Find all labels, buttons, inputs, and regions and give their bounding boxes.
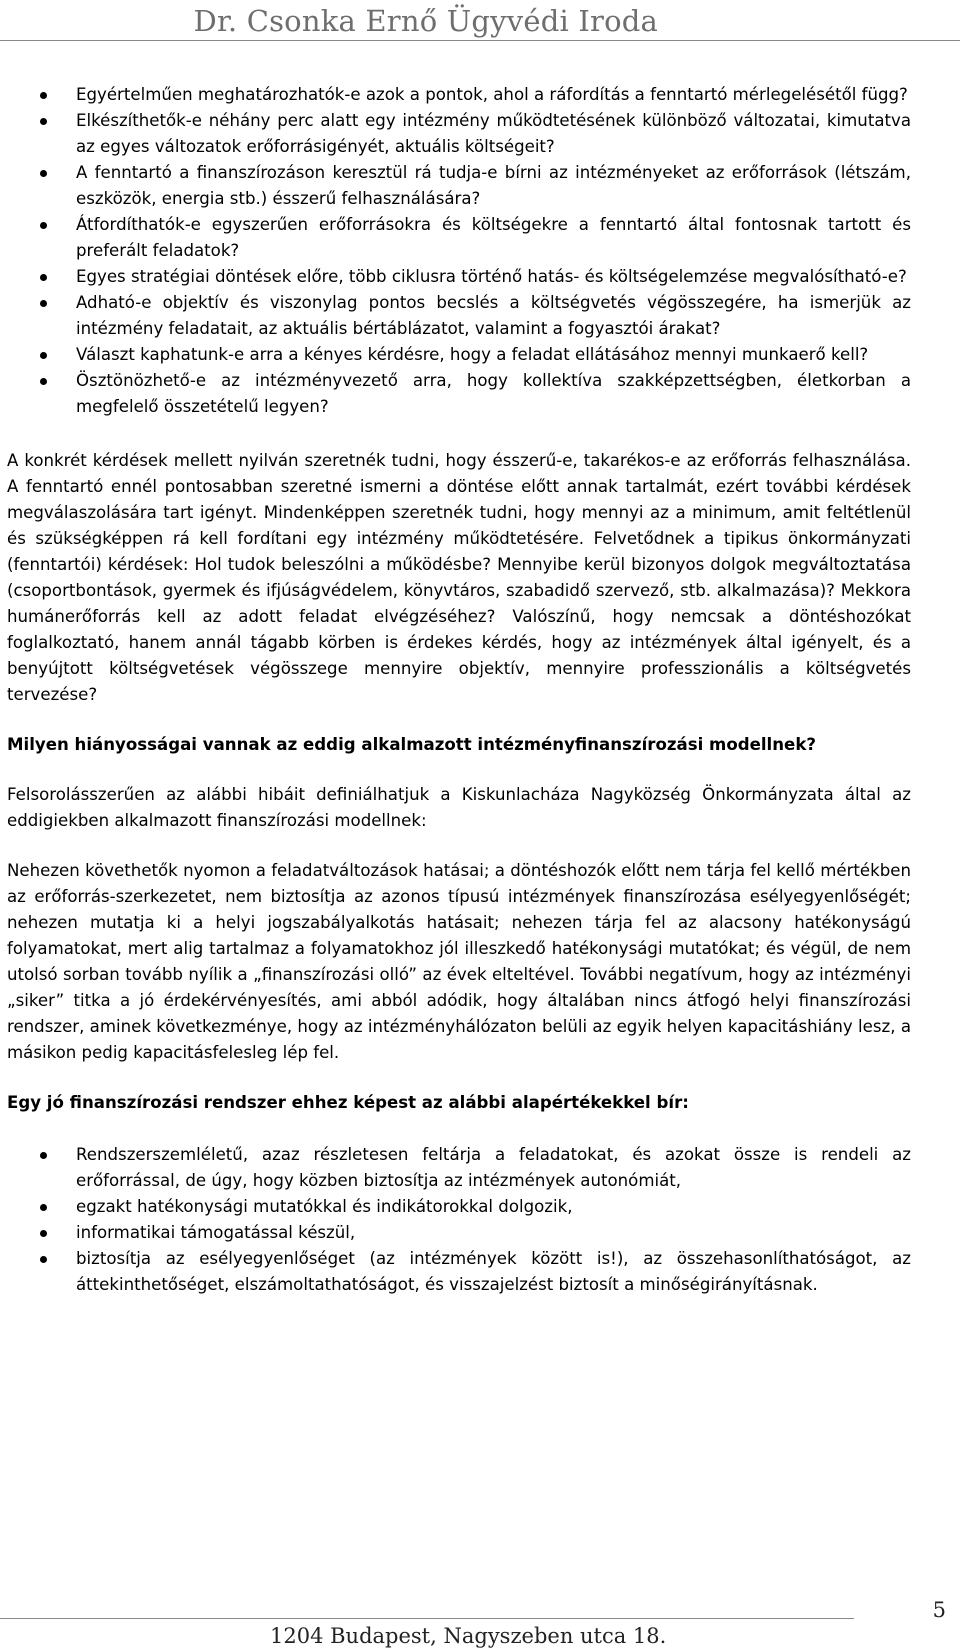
footer-address: 1204 Budapest, Nagyszeben utca 18. <box>270 1624 667 1648</box>
list-item: Egyes stratégiai döntések előre, több ciklusra történő hatás- és költségelemzése megvalósítható-e? <box>7 264 911 290</box>
list-item: Egyértelműen meghatározhatók-e azok a pontok, ahol a ráfordítás a fenntartó mérlegelésétől függ? <box>7 82 911 108</box>
list-item: Ösztönözhető-e az intézményvezető arra, hogy kollektíva szakképzettségben, életkorban a megfelelő összetételű legyen? <box>7 368 911 420</box>
list-item: Rendszerszemléletű, azaz részletesen feltárja a feladatokat, és azokat össze is rendeli az erőforrással, de úgy, hogy közben biztosítja az intézmények autonómiát, <box>7 1142 911 1194</box>
list-item: Elkészíthetők-e néhány perc alatt egy intézmény működtetésének különböző változatai, kimutatva az egyes változatok erőforrásigényét, aktuális költségeit? <box>7 108 911 160</box>
header-divider <box>0 40 960 41</box>
section-heading-core-values: Egy jó finanszírozási rendszer ehhez képest az alábbi alapértékekkel bír: <box>7 1093 689 1112</box>
list-item: egzakt hatékonysági mutatókkal és indikátorokkal dolgozik, <box>7 1194 911 1220</box>
list-item: informatikai támogatással készül, <box>7 1220 911 1246</box>
paragraph-errors: Nehezen követhetők nyomon a feladatváltozások hatásai; a döntéshozók előtt nem tárja fel kellő mértékben az erőforrás-szerkezetet, nem biztosítja az azonos típusú intézmények finanszírozása esélyegyenlőségét; nehezen mutatja ki a helyi jogszabályalkotás hatásait; nehezen tárja fel az alacsony hatékonyságú folyamatokat, mert alig tartalmaz a folyamatokhoz jól illeszkedő hatékonysági mutatókat; és végül, de nem utolsó sorban tovább nyílik a „finanszírozási olló” az évek elteltével. További negatívum, hogy az intézményi „siker” titka a jó érdekérvényesítés, ami abból adódik, hogy általában nincs átfogó helyi finanszírozási rendszer, aminek következménye, hogy az intézményhálózaton belüli az egyik helyen kapacitáshiány lesz, a másikon pedig kapacitásfelesleg lép fel. <box>7 861 911 1062</box>
list-item: biztosítja az esélyegyenlőséget (az intézmények között is!), az összehasonlíthatóságot, az áttekinthetőséget, elszámoltathatóságot, és visszajelzést biztosít a minőségirányításnak. <box>7 1246 911 1298</box>
list-item: Átfordíthatók-e egyszerűen erőforrásokra és költségekre a fenntartó által fontosnak tartott és preferált feladatok? <box>7 212 911 264</box>
list-item: A fenntartó a finanszírozáson keresztül rá tudja-e bírni az intézményeket az erőforrások (létszám, eszközök, energia stb.) ésszerű felhasználására? <box>7 160 911 212</box>
paragraph-concrete-questions: A konkrét kérdések mellett nyilván szeretnék tudni, hogy ésszerű-e, takarékos-e az erőforrás felhasználása. A fenntartó ennél pontosabban szeretné ismerni a döntése előtt annak tartalmát, ezért további kérdések megválaszolására tart igényt. Mindenképpen szeretnék tudni, hogy mennyi az a minimum, amit feltétlenül és szükségképpen rá kell fordítani egy intézmény működtetésére. Felvetődnek a tipikus önkormányzati (fenntartói) kérdések: Hol tudok beleszólni a működésbe? Mennyibe kerül bizonyos dolgok megváltoztatása (csoportbontások, gyermek és ifjúságvédelem, könyvtáros, szabadidő szervező, stb. alkalmazása)? Mekkora humánerőforrás kell az adott feladat elvégzéséhez? Valószínű, hogy nemcsak a döntéshozókat foglalkoztató, hanem annál tágabb körben is érdekes kérdés, hogy az intézmények által igényelt, és a benyújtott költségvetések végösszege mennyire objektív, mennyire professzionális a költségvetés tervezése? <box>7 451 911 704</box>
page-body <box>7 82 911 1298</box>
page-number: 5 <box>932 1598 946 1622</box>
list-item: Adható-e objektív és viszonylag pontos becslés a költségvetés végösszegére, ha ismerjük az intézmény feladatait, az aktuális bértáblázatot, valamint a fogyasztói árakat? <box>7 290 911 342</box>
paragraph-intro-errors: Felsorolásszerűen az alábbi hibáit definiálhatjuk a Kiskunlacháza Nagyközség Önkormányzata által az eddigiekben alkalmazott finanszírozási modellnek: <box>7 785 911 830</box>
list-item: Választ kaphatunk-e arra a kényes kérdésre, hogy a feladat ellátásához mennyi munkaerő kell? <box>7 342 911 368</box>
values-list <box>7 1142 911 1298</box>
header-title: Dr. Csonka Ernő Ügyvédi Iroda <box>193 4 658 38</box>
section-heading-deficiencies: Milyen hiányosságai vannak az eddig alkalmazott intézményfinanszírozási modellnek? <box>7 735 816 754</box>
questions-list <box>7 82 911 420</box>
footer-divider <box>0 1618 854 1619</box>
